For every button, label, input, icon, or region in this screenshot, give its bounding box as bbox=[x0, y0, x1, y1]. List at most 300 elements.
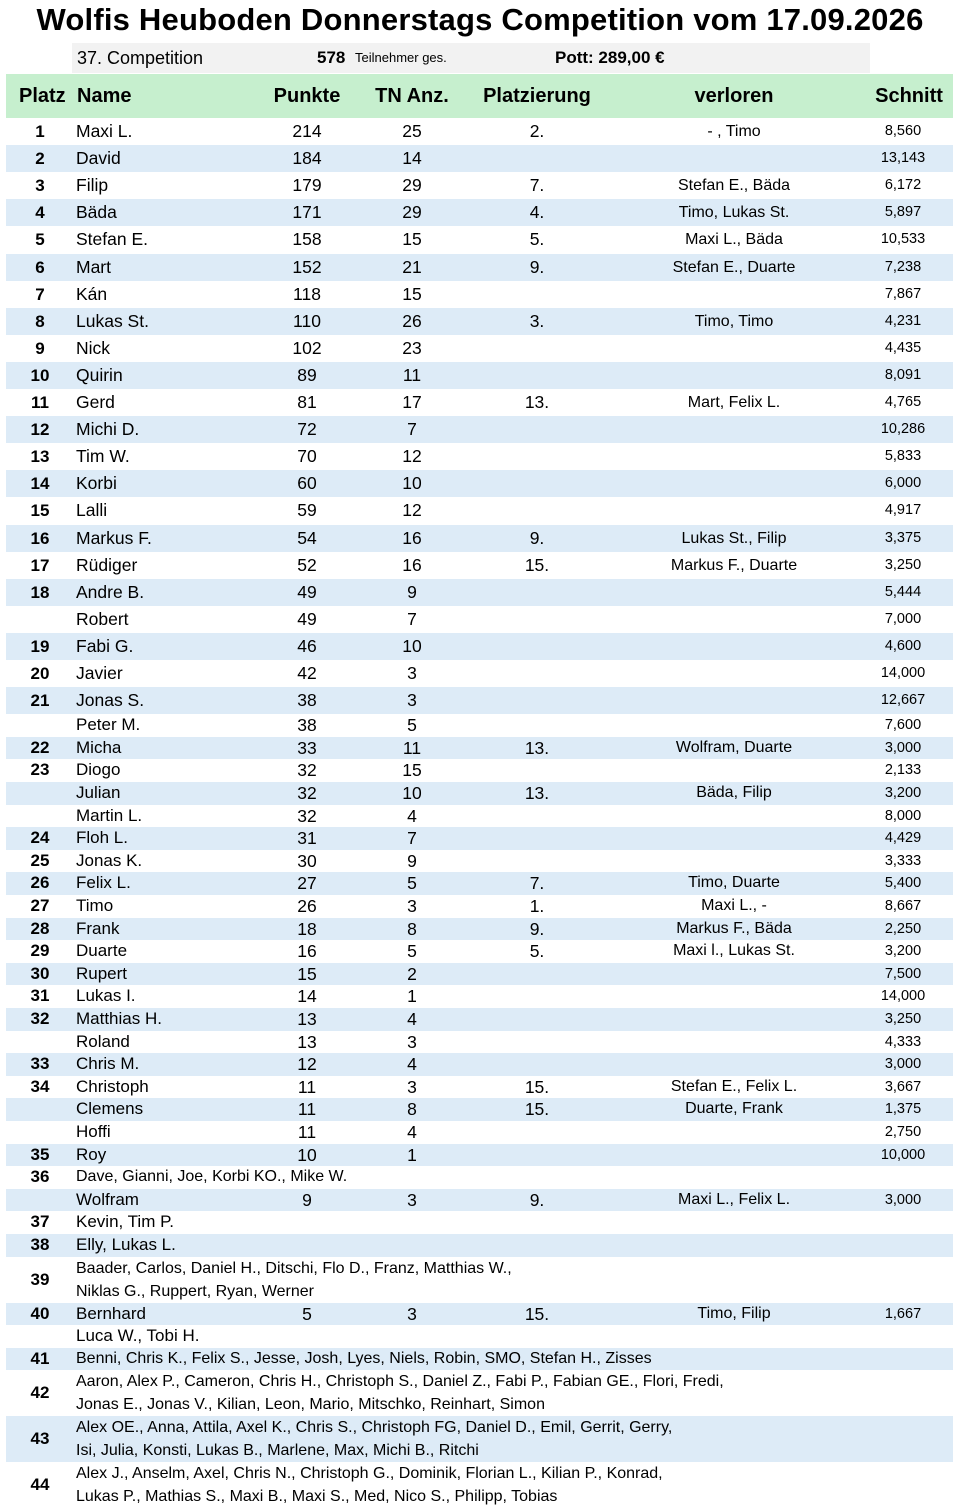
schnitt-cell: 8,000 bbox=[884, 807, 922, 824]
table-row bbox=[6, 737, 953, 760]
table-row bbox=[6, 1370, 953, 1416]
table-row bbox=[6, 1053, 953, 1076]
tn-anzahl-cell: 8 bbox=[407, 918, 417, 939]
tn-anzahl-cell: 15 bbox=[402, 283, 422, 304]
punkte-cell: 171 bbox=[292, 202, 322, 223]
platzierung-cell: 5. bbox=[529, 229, 545, 250]
punkte-cell: 54 bbox=[297, 527, 317, 548]
punkte-cell: 158 bbox=[292, 229, 322, 250]
punkte-cell: 59 bbox=[297, 500, 317, 521]
platz-cell: 9 bbox=[35, 338, 45, 358]
schnitt-cell: 6,172 bbox=[884, 177, 922, 194]
verloren-cell: Maxi L., Bäda bbox=[685, 231, 783, 249]
punkte-cell: 110 bbox=[293, 310, 321, 331]
page-title: Wolfis Heuboden Donnerstags Competition vom 17.09.2026 bbox=[36, 2, 924, 37]
platzierung-cell: 15. bbox=[524, 1099, 550, 1120]
tn-anzahl-cell: 3 bbox=[407, 663, 417, 683]
schnitt-cell: 8,560 bbox=[884, 123, 922, 139]
schnitt-cell: 5,897 bbox=[884, 204, 922, 221]
tn-anzahl-cell: 16 bbox=[402, 554, 422, 575]
punkte-cell: 13 bbox=[297, 1031, 317, 1052]
tn-anzahl-cell: 11 bbox=[402, 364, 422, 385]
name-cell: Jonas K. bbox=[76, 850, 143, 870]
platzierung-cell: 4. bbox=[529, 202, 545, 223]
name-cell: Tim W. bbox=[76, 446, 130, 467]
name-cell: Nick bbox=[76, 337, 111, 358]
verloren-cell: Markus F., Duarte bbox=[670, 556, 798, 574]
tn-anzahl-cell: 5 bbox=[407, 715, 417, 736]
platzierung-cell: 7. bbox=[529, 175, 545, 196]
schnitt-cell: 4,917 bbox=[884, 502, 922, 519]
schnitt-cell: 8,667 bbox=[884, 898, 922, 914]
schnitt-cell: 10,533 bbox=[880, 231, 926, 248]
punkte-cell: 70 bbox=[297, 446, 317, 467]
punkte-cell: 31 bbox=[297, 828, 317, 849]
schnitt-cell: 5,833 bbox=[884, 448, 922, 465]
names-line: Alex OE., Anna, Attila, Axel K., Chris S., Christoph FG, Daniel D., Emil, Gerrit, Gerry, bbox=[76, 1419, 673, 1437]
platz-cell: 4 bbox=[35, 203, 45, 223]
platzierung-cell: 2. bbox=[529, 121, 545, 141]
platz-cell: 42 bbox=[30, 1383, 50, 1403]
table-row bbox=[6, 145, 953, 172]
punkte-cell: 89 bbox=[297, 364, 317, 385]
punkte-cell: 12 bbox=[297, 1054, 317, 1075]
header-name: Name bbox=[77, 85, 132, 107]
name-cell: Benni, Chris K., Felix S., Jesse, Josh, Lyes, Niels, Robin, SMO, Stefan H., Zisses bbox=[76, 1349, 652, 1367]
table-row bbox=[6, 552, 953, 579]
tn-anzahl-cell: 14 bbox=[402, 148, 422, 169]
name-cell: Floh L. bbox=[76, 828, 128, 848]
tn-anzahl-cell: 10 bbox=[402, 635, 422, 656]
names-line: Lukas P., Mathias S., Maxi B., Maxi S., Med, Nico S., Philipp, Tobias bbox=[76, 1488, 558, 1506]
platz-cell: 36 bbox=[30, 1167, 50, 1187]
tn-anzahl-cell: 25 bbox=[402, 121, 422, 141]
tn-anzahl-cell: 16 bbox=[402, 527, 422, 548]
header-schnitt: Schnitt bbox=[875, 85, 943, 107]
ranking-table-body bbox=[6, 118, 953, 1510]
platz-cell: 32 bbox=[30, 1009, 50, 1028]
tn-anzahl-cell: 1 bbox=[407, 1144, 417, 1165]
names-line: Alex J., Anselm, Axel, Chris N., Christoph G., Dominik, Florian L., Kilian P., Konrad, bbox=[76, 1465, 663, 1483]
table-row bbox=[6, 308, 953, 335]
platz-cell: 26 bbox=[30, 873, 50, 893]
punkte-cell: 118 bbox=[293, 283, 321, 304]
table-row bbox=[6, 1144, 953, 1167]
name-cell: Elly, Lukas L. bbox=[76, 1235, 176, 1254]
table-row bbox=[6, 497, 953, 524]
platzierung-cell: 13. bbox=[524, 737, 550, 758]
platz-cell: 15 bbox=[30, 501, 50, 521]
table-row bbox=[6, 782, 953, 805]
name-cell: Robert bbox=[76, 608, 129, 629]
platz-cell: 40 bbox=[30, 1303, 50, 1323]
verloren-cell: Maxi l., Lukas St. bbox=[673, 942, 795, 960]
platz-cell: 28 bbox=[30, 918, 50, 938]
platz-cell: 29 bbox=[30, 941, 50, 961]
schnitt-cell: 7,238 bbox=[884, 258, 922, 275]
platz-cell: 20 bbox=[30, 664, 50, 683]
table-row bbox=[6, 1462, 953, 1508]
table-row bbox=[6, 470, 953, 497]
schnitt-cell: 3,200 bbox=[884, 943, 922, 960]
schnitt-cell: 3,000 bbox=[884, 739, 922, 756]
platz-cell: 10 bbox=[30, 365, 50, 385]
platz-cell: 3 bbox=[35, 176, 45, 196]
table-row bbox=[6, 254, 953, 281]
platz-cell: 16 bbox=[30, 528, 50, 548]
table-row bbox=[6, 1076, 953, 1099]
schnitt-cell: 14,000 bbox=[880, 665, 926, 681]
name-cell: Diogo bbox=[76, 760, 121, 780]
tn-anzahl-cell: 4 bbox=[407, 1054, 417, 1075]
name-cell: Andre B. bbox=[76, 581, 145, 602]
tn-anzahl-cell: 12 bbox=[402, 500, 422, 521]
platzierung-cell: 15. bbox=[524, 1076, 550, 1097]
punkte-cell: 27 bbox=[297, 873, 317, 894]
verloren-cell: Timo, Filip bbox=[697, 1304, 771, 1322]
table-row bbox=[6, 1303, 953, 1326]
platz-cell: 8 bbox=[35, 311, 45, 331]
schnitt-cell: 2,250 bbox=[884, 920, 922, 937]
punkte-cell: 9 bbox=[302, 1189, 312, 1210]
punkte-cell: 32 bbox=[297, 783, 317, 803]
names-line: Jonas E., Jonas V., Kilian, Leon, Mario, Mitschko, Reinhart, Simon bbox=[76, 1396, 545, 1414]
table-row bbox=[6, 872, 953, 895]
name-cell: Matthias H. bbox=[76, 1009, 162, 1028]
schnitt-cell: 1,375 bbox=[884, 1101, 922, 1118]
table-row bbox=[6, 1325, 953, 1348]
platzierung-cell: 3. bbox=[529, 310, 545, 331]
tn-anzahl-cell: 2 bbox=[407, 963, 417, 984]
schnitt-cell: 3,375 bbox=[884, 529, 922, 546]
tn-anzahl-cell: 3 bbox=[407, 896, 417, 916]
punkte-cell: 72 bbox=[297, 419, 317, 440]
name-cell: Stefan E. bbox=[76, 229, 148, 250]
platz-cell: 24 bbox=[30, 828, 50, 848]
verloren-cell: Stefan E., Felix L. bbox=[670, 1077, 798, 1095]
schnitt-cell: 1,667 bbox=[884, 1305, 922, 1322]
table-row bbox=[6, 805, 953, 828]
schnitt-cell: 10,286 bbox=[880, 421, 926, 438]
platz-cell: 5 bbox=[35, 230, 45, 250]
punkte-cell: 81 bbox=[297, 392, 317, 412]
verloren-cell: Stefan E., Duarte bbox=[672, 258, 796, 276]
punkte-cell: 214 bbox=[292, 121, 322, 141]
platz-cell: 25 bbox=[30, 850, 50, 870]
table-row bbox=[6, 660, 953, 687]
table-row bbox=[6, 827, 953, 850]
competition-number: 37. Competition bbox=[77, 48, 204, 68]
tn-anzahl-cell: 23 bbox=[402, 337, 422, 358]
tn-anzahl-cell: 7 bbox=[407, 608, 417, 629]
table-row bbox=[6, 1257, 953, 1303]
table-row bbox=[6, 226, 953, 253]
platzierung-cell: 9. bbox=[529, 527, 545, 548]
name-cell: Lalli bbox=[76, 500, 108, 521]
punkte-cell: 38 bbox=[297, 690, 317, 711]
name-cell: Martin L. bbox=[76, 805, 143, 825]
table-row bbox=[6, 633, 953, 660]
platz-cell: 21 bbox=[30, 691, 50, 711]
tn-anzahl-cell: 3 bbox=[407, 1076, 417, 1097]
punkte-cell: 5 bbox=[302, 1303, 312, 1324]
tn-anzahl-cell: 8 bbox=[407, 1099, 417, 1120]
verloren-cell: Timo, Timo bbox=[694, 312, 774, 330]
table-row bbox=[6, 1008, 953, 1031]
schnitt-cell: 2,750 bbox=[884, 1124, 922, 1140]
header-platzierung: Platzierung bbox=[483, 85, 591, 107]
table-row bbox=[6, 1234, 953, 1257]
schnitt-cell: 3,000 bbox=[884, 1056, 922, 1073]
name-cell: Javier bbox=[76, 663, 123, 683]
table-row bbox=[6, 281, 953, 308]
verloren-cell: Maxi L., Felix L. bbox=[677, 1190, 791, 1208]
punkte-cell: 152 bbox=[292, 256, 322, 277]
tn-anzahl-cell: 9 bbox=[407, 581, 417, 602]
schnitt-cell: 10,000 bbox=[880, 1146, 926, 1163]
platz-cell: 37 bbox=[30, 1212, 50, 1232]
name-cell: Frank bbox=[76, 918, 120, 938]
platz-cell: 31 bbox=[30, 986, 50, 1006]
name-cell: Kán bbox=[76, 283, 108, 304]
table-row bbox=[6, 335, 953, 362]
schnitt-cell: 5,400 bbox=[884, 875, 922, 892]
platzierung-cell: 1. bbox=[529, 896, 545, 916]
verloren-cell: Mart, Felix L. bbox=[687, 394, 781, 411]
pot-amount: Pott: 289,00 € bbox=[555, 48, 665, 67]
name-cell: Korbi bbox=[76, 473, 117, 494]
name-cell: Clemens bbox=[76, 1099, 144, 1119]
platzierung-cell: 15. bbox=[524, 554, 550, 575]
schnitt-cell: 2,133 bbox=[884, 762, 922, 779]
table-row bbox=[6, 714, 953, 737]
table-row bbox=[6, 1211, 953, 1234]
tn-anzahl-cell: 29 bbox=[402, 202, 422, 223]
platz-cell: 38 bbox=[30, 1235, 50, 1254]
platz-cell: 43 bbox=[30, 1429, 50, 1449]
tn-anzahl-cell: 26 bbox=[402, 310, 422, 331]
platz-cell: 18 bbox=[30, 582, 50, 602]
schnitt-cell: 4,333 bbox=[884, 1033, 922, 1050]
table-row bbox=[6, 606, 953, 633]
tn-anzahl-cell: 7 bbox=[407, 828, 417, 849]
punkte-cell: 49 bbox=[297, 608, 317, 629]
name-cell: Quirin bbox=[76, 364, 123, 385]
platz-cell: 44 bbox=[30, 1475, 50, 1495]
name-cell: Hoffi bbox=[76, 1122, 111, 1141]
platz-cell: 17 bbox=[30, 555, 50, 575]
platz-cell: 1 bbox=[35, 122, 45, 141]
tn-anzahl-cell: 7 bbox=[407, 419, 417, 440]
platz-cell: 35 bbox=[30, 1144, 50, 1164]
tn-anzahl-cell: 21 bbox=[402, 256, 422, 277]
name-cell: Micha bbox=[76, 737, 122, 757]
table-row bbox=[6, 1031, 953, 1054]
platz-cell: 13 bbox=[30, 447, 50, 467]
punkte-cell: 42 bbox=[297, 663, 317, 683]
punkte-cell: 52 bbox=[297, 554, 317, 575]
name-cell: Luca W., Tobi H. bbox=[76, 1326, 200, 1346]
tn-anzahl-cell: 4 bbox=[407, 1122, 417, 1142]
header-platz: Platz bbox=[19, 85, 66, 107]
tn-anzahl-cell: 10 bbox=[402, 473, 422, 494]
name-cell: Julian bbox=[76, 783, 121, 802]
platz-cell: 33 bbox=[30, 1054, 50, 1074]
table-row bbox=[6, 1098, 953, 1121]
tn-anzahl-cell: 17 bbox=[402, 392, 422, 412]
punkte-cell: 14 bbox=[297, 986, 317, 1007]
name-cell: David bbox=[76, 148, 121, 169]
platzierung-cell: 9. bbox=[529, 918, 545, 939]
name-cell: Christoph bbox=[76, 1076, 149, 1096]
platz-cell: 19 bbox=[30, 636, 50, 656]
name-cell: Peter M. bbox=[76, 715, 141, 735]
table-row bbox=[6, 918, 953, 941]
schnitt-cell: 7,000 bbox=[884, 610, 922, 627]
tn-anzahl-cell: 15 bbox=[402, 760, 422, 781]
name-cell: Wolfram bbox=[76, 1189, 139, 1209]
table-row bbox=[6, 199, 953, 226]
tn-anzahl-cell: 5 bbox=[407, 873, 417, 894]
verloren-cell: Timo, Duarte bbox=[688, 874, 780, 892]
table-row bbox=[6, 687, 953, 714]
schnitt-cell: 4,600 bbox=[884, 637, 922, 654]
verloren-cell: Timo, Lukas St. bbox=[678, 204, 790, 222]
names-line: Niklas G., Ruppert, Ryan, Werner bbox=[76, 1282, 315, 1300]
name-cell: Filip bbox=[76, 175, 109, 196]
punkte-cell: 10 bbox=[297, 1144, 317, 1165]
punkte-cell: 13 bbox=[297, 1009, 317, 1029]
platz-cell: 22 bbox=[30, 737, 50, 757]
platz-cell: 11 bbox=[31, 393, 49, 412]
name-cell: Maxi L. bbox=[76, 121, 133, 141]
table-row bbox=[6, 963, 953, 986]
name-cell: Markus F. bbox=[76, 527, 152, 548]
name-cell: Mart bbox=[76, 256, 111, 277]
verloren-cell: Bäda, Filip bbox=[696, 784, 772, 801]
platz-cell: 12 bbox=[30, 420, 50, 440]
participants-count: 578 bbox=[317, 48, 346, 67]
schnitt-cell: 13,143 bbox=[880, 150, 926, 167]
platz-cell: 27 bbox=[30, 896, 50, 915]
name-cell: Chris M. bbox=[76, 1054, 140, 1074]
schnitt-cell: 5,444 bbox=[884, 583, 922, 600]
name-cell: Kevin, Tim P. bbox=[76, 1212, 174, 1232]
platz-cell: 41 bbox=[30, 1348, 50, 1368]
platz-cell: 2 bbox=[35, 149, 45, 169]
table-row bbox=[6, 940, 953, 963]
table-row bbox=[6, 525, 953, 552]
name-cell: Dave, Gianni, Joe, Korbi KO., Mike W. bbox=[76, 1168, 348, 1186]
tn-anzahl-cell: 4 bbox=[407, 1009, 417, 1029]
name-cell: Fabi G. bbox=[76, 635, 134, 656]
table-row bbox=[6, 1348, 953, 1371]
names-line: Baader, Carlos, Daniel H., Ditschi, Flo D., Franz, Matthias W., bbox=[76, 1259, 512, 1277]
schnitt-cell: 4,765 bbox=[884, 394, 922, 410]
name-cell: Michi D. bbox=[76, 419, 140, 440]
table-row bbox=[6, 1189, 953, 1212]
competition-info-bar bbox=[72, 43, 870, 73]
table-row bbox=[6, 759, 953, 782]
schnitt-cell: 12,667 bbox=[880, 692, 926, 709]
schnitt-cell: 7,867 bbox=[884, 285, 922, 302]
table-row bbox=[6, 1121, 953, 1144]
name-cell: Bernhard bbox=[76, 1303, 146, 1323]
tn-anzahl-cell: 12 bbox=[402, 446, 422, 467]
platz-cell: 7 bbox=[35, 284, 45, 304]
schnitt-cell: 7,500 bbox=[884, 965, 922, 982]
platzierung-cell: 13. bbox=[524, 392, 550, 412]
name-cell: Bäda bbox=[76, 202, 117, 223]
name-cell: Gerd bbox=[76, 392, 115, 412]
punkte-cell: 15 bbox=[297, 963, 317, 984]
platzierung-cell: 9. bbox=[529, 1189, 545, 1210]
verloren-cell: Maxi L., - bbox=[701, 897, 767, 914]
schnitt-cell: 7,600 bbox=[884, 717, 922, 734]
name-cell: Rupert bbox=[76, 963, 128, 983]
table-row bbox=[6, 895, 953, 918]
table-row bbox=[6, 172, 953, 199]
names-line: Aaron, Alex P., Cameron, Chris H., Christoph S., Daniel Z., Fabi P., Fabian GE., Flori, Fredi, bbox=[76, 1373, 724, 1391]
tn-anzahl-cell: 11 bbox=[402, 737, 422, 758]
platzierung-cell: 7. bbox=[529, 873, 545, 894]
schnitt-cell: 6,000 bbox=[884, 475, 922, 492]
schnitt-cell: 8,091 bbox=[884, 366, 922, 383]
platz-cell: 39 bbox=[30, 1269, 50, 1289]
table-row bbox=[6, 1416, 953, 1462]
tn-anzahl-cell: 3 bbox=[407, 690, 417, 711]
tn-anzahl-cell: 1 bbox=[407, 986, 417, 1007]
schnitt-cell: 4,429 bbox=[884, 830, 922, 847]
table-header bbox=[6, 74, 953, 118]
schnitt-cell: 14,000 bbox=[880, 988, 926, 1005]
punkte-cell: 60 bbox=[297, 473, 317, 494]
punkte-cell: 26 bbox=[297, 896, 317, 916]
punkte-cell: 32 bbox=[297, 805, 317, 826]
verloren-cell: Duarte, Frank bbox=[685, 1100, 783, 1118]
name-cell: Lukas St. bbox=[76, 310, 149, 331]
name-cell: Roy bbox=[76, 1144, 107, 1164]
table-row bbox=[6, 416, 953, 443]
punkte-cell: 38 bbox=[297, 715, 317, 736]
verloren-cell: Wolfram, Duarte bbox=[675, 738, 793, 756]
punkte-cell: 32 bbox=[297, 760, 317, 781]
punkte-cell: 179 bbox=[292, 175, 322, 196]
punkte-cell: 49 bbox=[297, 581, 317, 602]
table-row bbox=[6, 389, 953, 416]
table-row bbox=[6, 1166, 953, 1189]
tn-anzahl-cell: 3 bbox=[407, 1303, 417, 1324]
platzierung-cell: 15. bbox=[524, 1303, 550, 1324]
punkte-cell: 11 bbox=[297, 1122, 317, 1142]
platz-cell: 30 bbox=[30, 963, 50, 983]
verloren-cell: Markus F., Bäda bbox=[676, 919, 792, 937]
punkte-cell: 102 bbox=[292, 337, 322, 358]
table-row bbox=[6, 985, 953, 1008]
header-verloren: verloren bbox=[694, 85, 774, 107]
name-cell: Timo bbox=[76, 896, 114, 915]
punkte-cell: 18 bbox=[297, 918, 317, 939]
table-row bbox=[6, 443, 953, 470]
platzierung-cell: 5. bbox=[529, 941, 545, 962]
table-row bbox=[6, 579, 953, 606]
participants-label: Teilnehmer ges. bbox=[355, 50, 447, 65]
header-punkte: Punkte bbox=[273, 85, 341, 107]
tn-anzahl-cell: 5 bbox=[407, 941, 417, 962]
name-cell: Duarte bbox=[76, 941, 128, 961]
platz-cell: 14 bbox=[30, 474, 50, 494]
schnitt-cell: 3,333 bbox=[884, 852, 922, 869]
